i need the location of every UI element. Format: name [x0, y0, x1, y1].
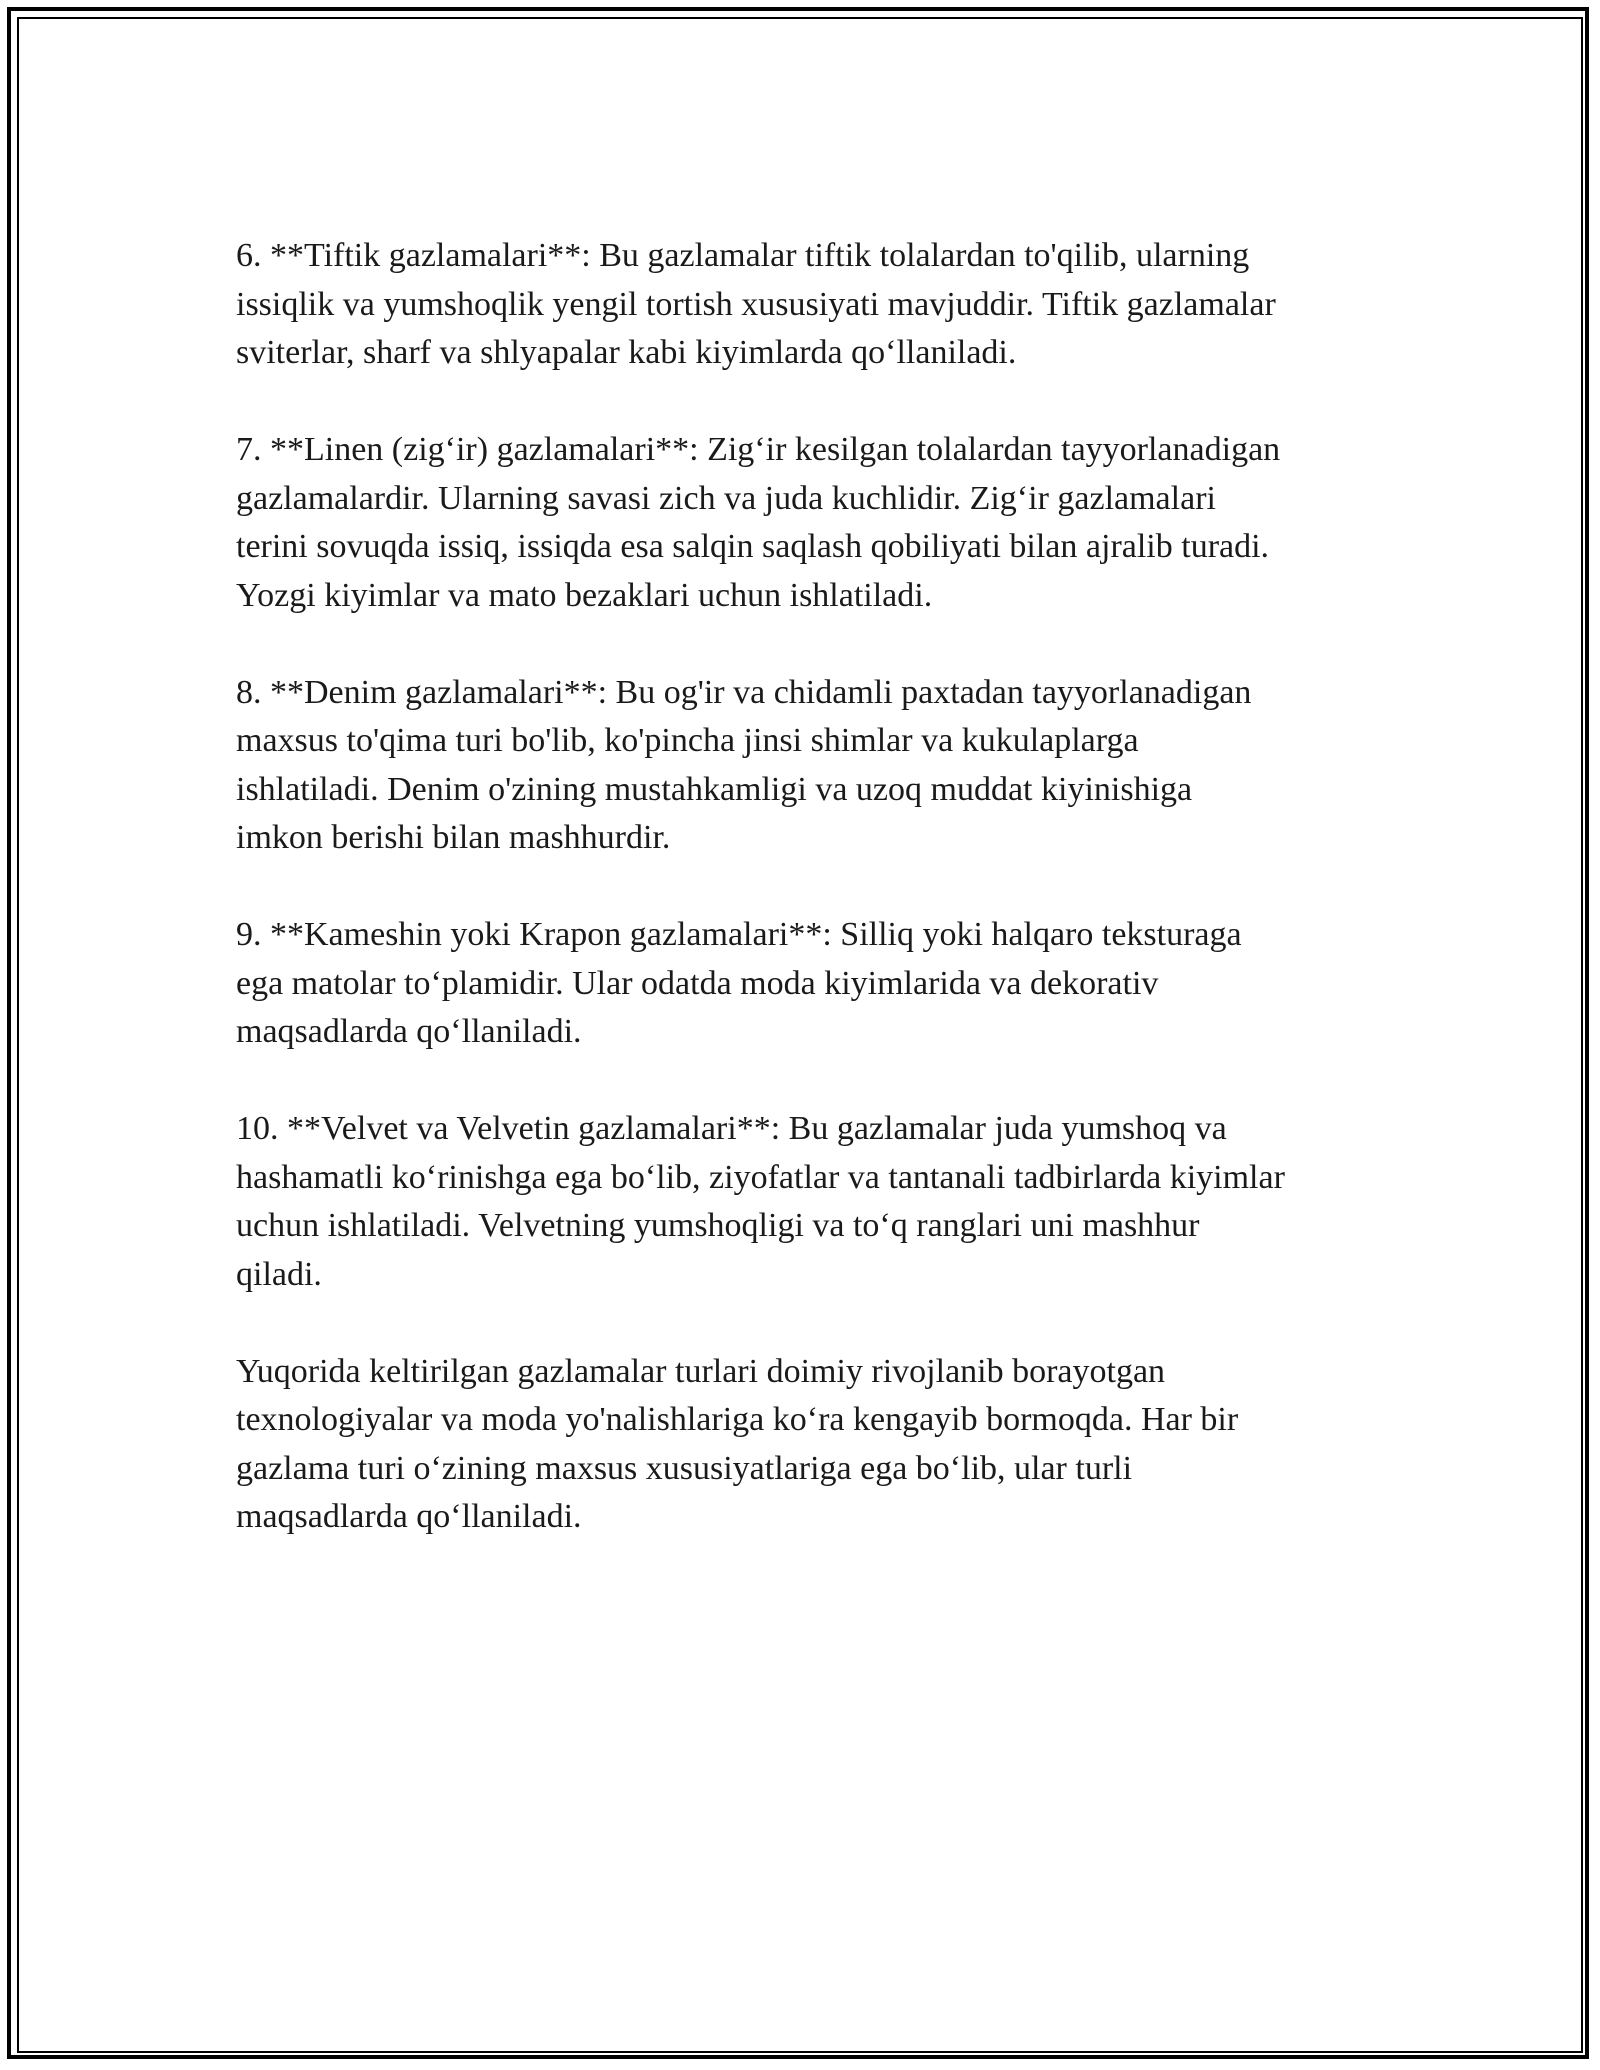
- paragraph-tiftik: 6. **Tiftik gazlamalari**: Bu gazlamalar tiftik tolalardan to'qilib, ularning issiqlik va yumshoqlik yengil tortish xususiyati mavjuddir. Tiftik gazlamalar sviterlar, sharf va shlyapalar kabi kiyimlarda qo‘llaniladi.: [236, 237, 1276, 371]
- document-body: [236, 232, 1386, 1590]
- paragraph-kameshin: 9. **Kameshin yoki Krapon gazlamalari**: Silliq yoki halqaro teksturaga ega matolar to‘plamidir. Ular odatda moda kiyimlarida va dekorativ maqsadlarda qo‘llaniladi.: [236, 916, 1242, 1050]
- paragraph-conclusion: Yuqorida keltirilgan gazlamalar turlari doimiy rivojlanib borayotgan texnologiyalar va moda yo'nalishlariga ko‘ra kengayib bormoqda. Har bir gazlama turi o‘zining maxsus xususiyatlariga ega bo‘lib, ular turli maqsadlarda qo‘llaniladi.: [236, 1352, 1239, 1535]
- paragraph-velvet: 10. **Velvet va Velvetin gazlamalari**: Bu gazlamalar juda yumshoq va hashamatli ko‘rinishga ega bo‘lib, ziyofatlar va tantanali tadbirlarda kiyimlar uchun ishlatiladi. Velvetning yumshoqligi va to‘q ranglari uni mashhur qiladi.: [236, 1110, 1285, 1293]
- paragraph-denim: 8. **Denim gazlamalari**: Bu og'ir va chidamli paxtadan tayyorlanadigan maxsus to'qima turi bo'lib, ko'pincha jinsi shimlar va kukulaplarga ishlatiladi. Denim o'zining mustahkamligi va uzoq muddat kiyinishiga imkon berishi bilan mashhurdir.: [236, 673, 1252, 856]
- paragraph-linen: 7. **Linen (zig‘ir) gazlamalari**: Zig‘ir kesilgan tolalardan tayyorlanadigan gazlamalardir. Ularning savasi zich va juda kuchlidir. Zig‘ir gazlamalari terini sovuqda issiq, issiqda esa salqin saqlash qobiliyati bilan ajralib turadi. Yozgi kiyimlar va mato bezaklari uchun ishlatiladi.: [236, 431, 1281, 614]
